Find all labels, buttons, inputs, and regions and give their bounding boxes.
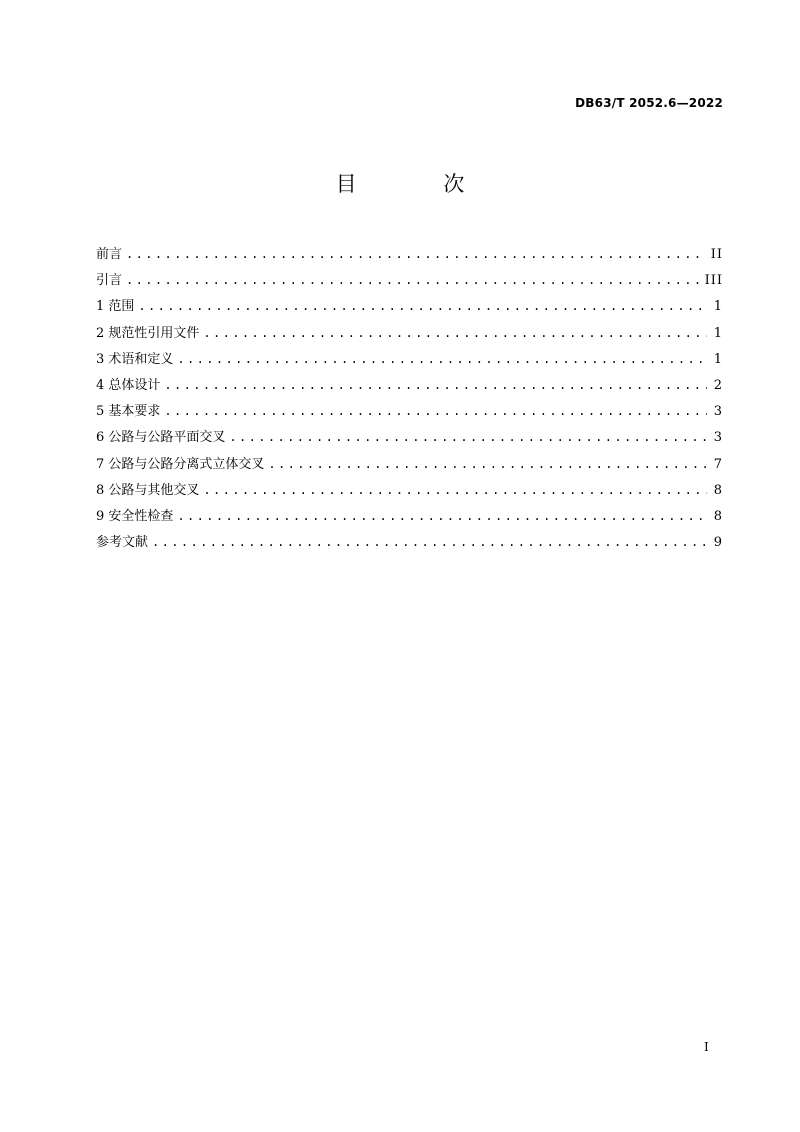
toc-entry-basic-requirements[interactable] <box>96 398 723 424</box>
document-code: DB63/T 2052.6—2022 <box>575 96 723 110</box>
toc-leader-dots <box>203 477 707 503</box>
toc-entry-page: 8 <box>713 482 723 498</box>
toc-leader-dots <box>229 424 707 450</box>
toc-entry-label: 7 公路与公路分离式立体交叉 <box>96 456 265 472</box>
toc-entry-safety-inspection[interactable] <box>96 503 723 529</box>
toc-entry-label: 5 基本要求 <box>96 404 161 420</box>
toc-entry-bibliography[interactable] <box>96 529 723 555</box>
toc-entry-page: II <box>710 247 723 262</box>
toc-entry-scope[interactable] <box>96 293 723 319</box>
toc-entry-page: 7 <box>713 456 723 472</box>
toc-entry-page: 1 <box>713 351 723 367</box>
toc-entry-label: 9 安全性检查 <box>96 508 174 524</box>
toc-entry-label: 8 公路与其他交叉 <box>96 482 200 498</box>
toc-entry-terms-definitions[interactable] <box>96 346 723 372</box>
toc-leader-dots <box>126 267 699 293</box>
toc-entry-label: 参考文献 <box>96 535 149 551</box>
toc-leader-dots <box>268 451 707 477</box>
toc-entry-label: 引言 <box>96 273 123 289</box>
toc-entry-label: 2 规范性引用文件 <box>96 325 200 341</box>
toc-title: 目 次 <box>335 172 505 196</box>
toc-entry-introduction[interactable] <box>96 267 723 293</box>
toc-leader-dots <box>138 293 707 319</box>
page-number: I <box>704 1040 709 1054</box>
toc-leader-dots <box>177 346 707 372</box>
toc-entry-page: III <box>704 273 723 289</box>
toc-leader-dots <box>152 529 707 555</box>
toc-entry-grade-separated-intersection[interactable] <box>96 451 723 477</box>
toc-entry-foreword[interactable] <box>96 241 723 267</box>
toc-entry-page: 3 <box>713 430 723 446</box>
toc-entry-page: 1 <box>713 299 723 315</box>
toc-entry-page: 9 <box>713 535 723 551</box>
toc-entry-other-crossings[interactable] <box>96 477 723 503</box>
toc-entry-general-design[interactable] <box>96 372 723 398</box>
toc-entry-label: 6 公路与公路平面交叉 <box>96 430 226 446</box>
toc-entry-page: 1 <box>713 325 723 341</box>
toc-entry-label: 1 范围 <box>96 299 135 315</box>
toc-entry-normative-references[interactable] <box>96 320 723 346</box>
toc-entry-page: 8 <box>713 508 723 524</box>
toc-leader-dots <box>164 398 707 424</box>
toc-leader-dots <box>203 320 707 346</box>
toc-leader-dots <box>126 241 705 267</box>
toc-leader-dots <box>164 372 707 398</box>
table-of-contents <box>96 241 723 555</box>
toc-entry-page: 2 <box>713 377 723 393</box>
toc-entry-label: 3 术语和定义 <box>96 351 174 367</box>
toc-entry-page: 3 <box>713 404 723 420</box>
toc-entry-at-grade-intersection[interactable] <box>96 424 723 450</box>
toc-leader-dots <box>177 503 707 529</box>
toc-entry-label: 前言 <box>96 247 123 262</box>
toc-entry-label: 4 总体设计 <box>96 377 161 393</box>
